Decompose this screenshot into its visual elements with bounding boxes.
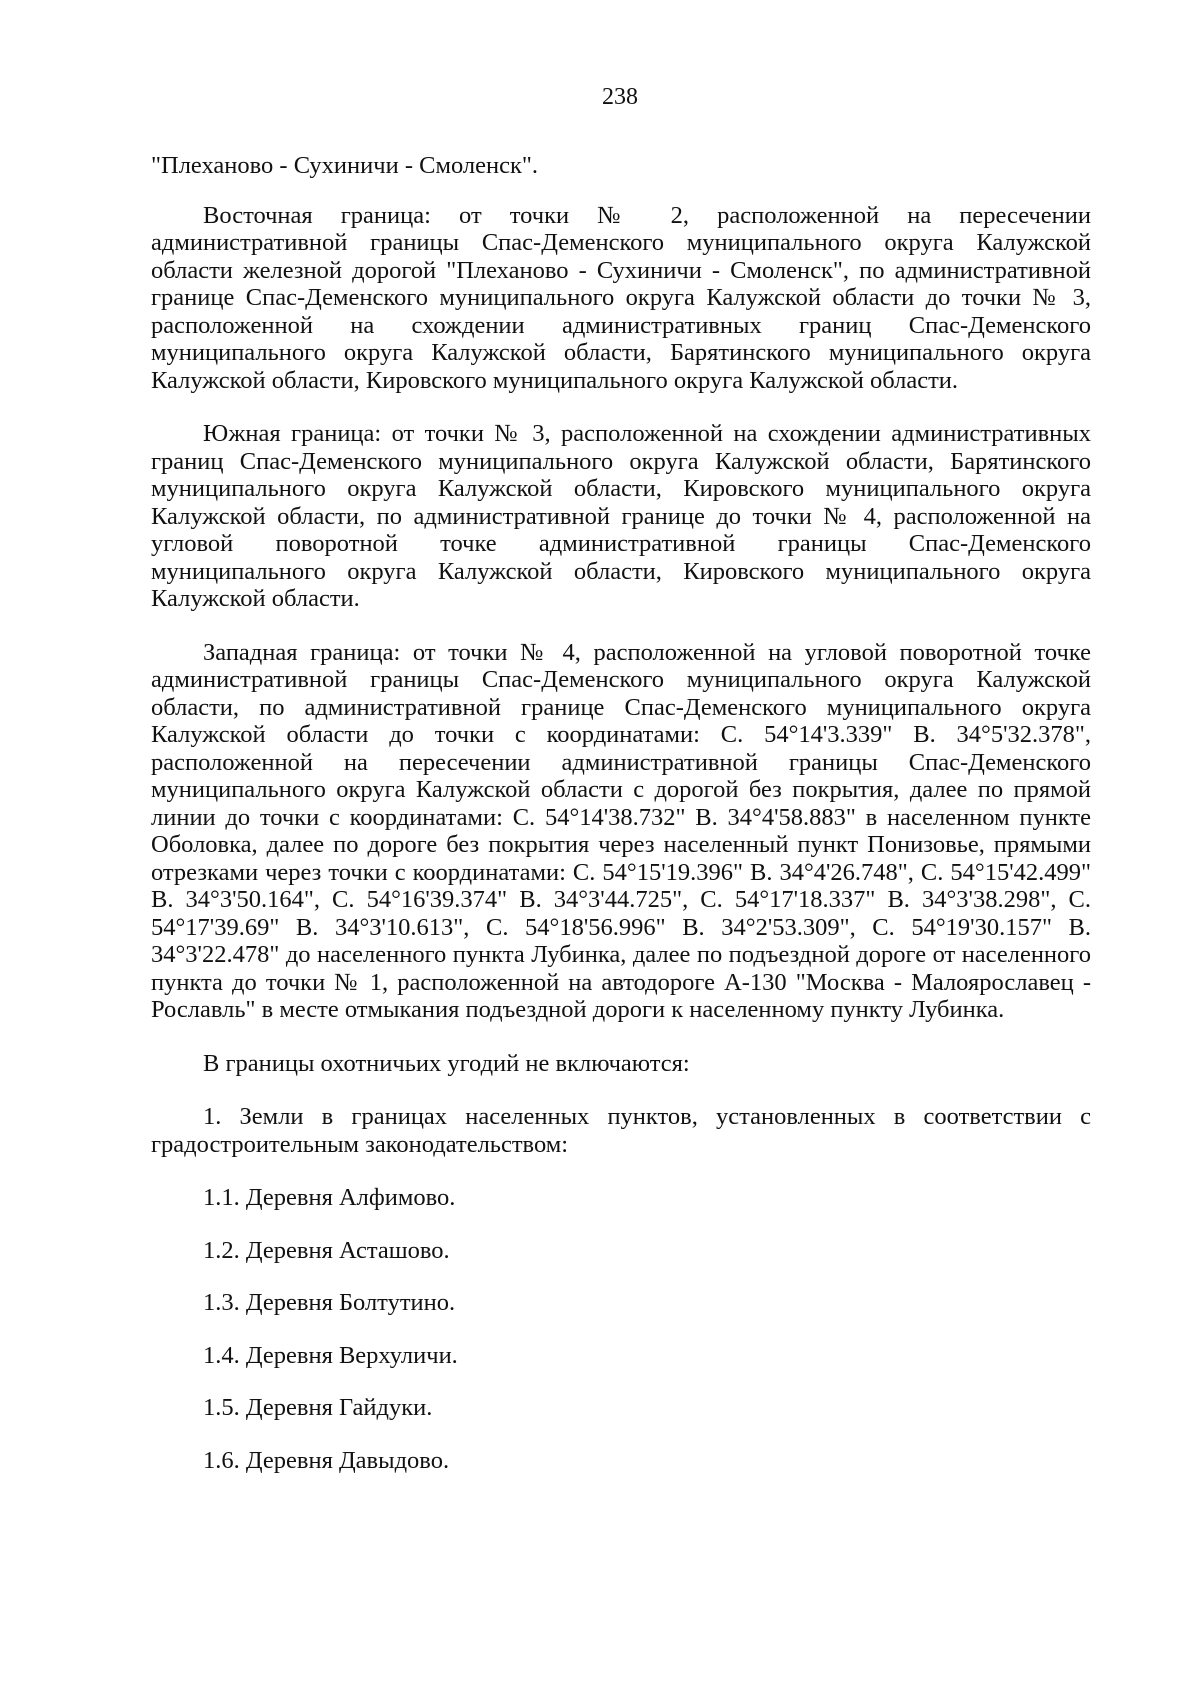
village-item: 1.6. Деревня Давыдово. [203,1446,450,1474]
village-item: 1.5. Деревня Гайдуки. [203,1394,433,1421]
page-number: 238 [602,84,638,110]
village-item: 1.3. Деревня Болтутино. [203,1289,456,1316]
lands-item: 1. Земли в границах населенных пунктов, установленных в соответствии с градостроительным законодательством: [151,1103,1091,1158]
village-item: 1.2. Деревня Асташово. [203,1236,450,1264]
document-body [151,152,1091,1499]
east-border-paragraph: Восточная граница: от точки № 2, расположенной на пересечении административной границы Спас-Деменского муниципального округа Калужской области железной дорогой "Плеханово - Сухиничи - Смоленск", по административной границе Спас-Деменского муниципального округа Калужской области до точки № 3, расположенной на схождении административных границ Спас-Деменского муниципального округа Калужской области, Барятинского муниципального округа Калужской области, Кировского муниципального округа Калужской области. [151,201,1091,394]
village-item: 1.4. Деревня Верхуличи. [203,1341,458,1369]
south-border-paragraph: Южная граница: от точки № 3, расположенной на схождении административных границ Спас-Деменского муниципального округа Калужской области, Барятинского муниципального округа Калужской области, Кировского муниципального округа Калужской области, по административной границе до точки № 4, расположенной на угловой поворотной точке административной границы Спас-Деменского муниципального округа Калужской области, Кировского муниципального округа Калужской области. [151,420,1091,612]
village-item: 1.1. Деревня Алфимово. [203,1184,456,1211]
exclusions-intro: В границы охотничьих угодий не включаются: [203,1049,690,1077]
west-border-paragraph: Западная граница: от точки № 4, расположенной на угловой поворотной точке административной границы Спас-Деменского муниципального округа Калужской области, по административной границе Спас-Деменского муниципального округа Калужской области до точки с координатами: С. 54°14'3.339" В. 34°5'32.378", расположенной на пересечении административной границы Спас-Деменского муниципального округа Калужской области с дорогой без покрытия, далее по прямой линии до точки с координатами: С. 54°14'38.732" В. 34°4'58.883" в населенном пункте Оболовка, далее по дороге без покрытия через населенный пункт Понизовье, прямыми отрезками через точки с координатами: С. 54°15'19.396" В. 34°4'26.748", С. 54°15'42.499" В. 34°3'50.164", С. 54°16'39.374" В. 34°3'44.725", С. 54°17'18.337" В. 34°3'38.298", С. 54°17'39.69" В. 34°3'10.613", С. 54°18'56.996" В. 34°2'53.309", С. 54°19'30.157" В. 34°3'22.478" до населенного пункта Лубинка, далее по подъездной дороге от населенного пункта до точки № 1, расположенной на автодороге А-130 "Москва - Малоярославец - Рославль" в месте отмыкания подъездной дороги к населенному пункту Лубинка. [151,638,1091,1023]
continuation-text: "Плеханово - Сухиничи - Смоленск". [151,152,538,179]
